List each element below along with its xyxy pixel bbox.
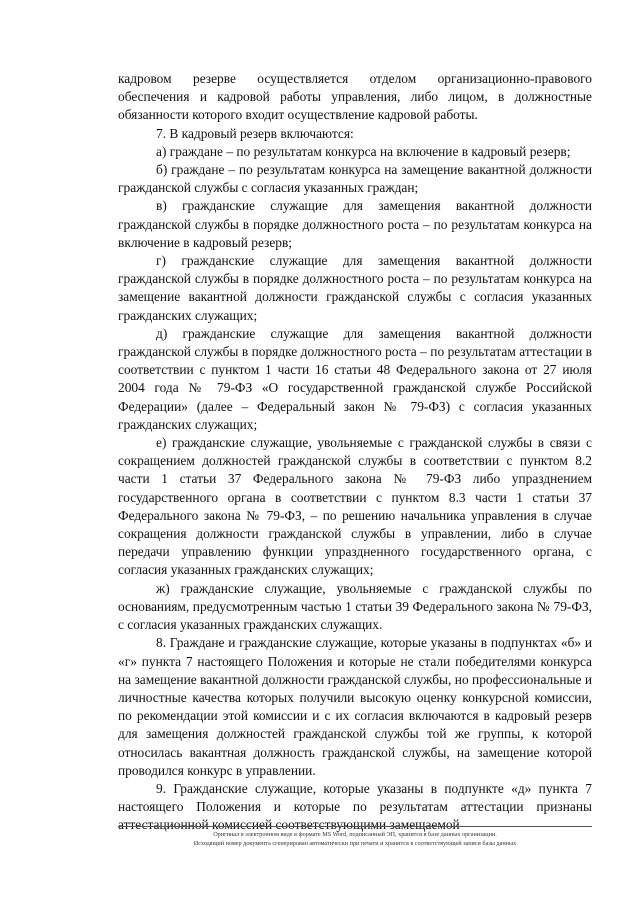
paragraph-item-7: 7. В кадровый резерв включаются: [156, 125, 354, 141]
paragraph-continuation: кадровом резерве осуществляется отделом организационно-правового обеспечения и кадровой работы управления, либо лицом, в должностные обязанности которого входит осуществление кадровой работы. [118, 71, 592, 123]
footer-note [100, 830, 610, 848]
paragraph-subitem-g: г) гражданские служащие для замещения вакантной должности гражданской службы в порядке должностного роста – по результатам конкурса на замещение вакантной должности гражданской службы с согласия указанных гражданских служащих; [118, 253, 592, 323]
footer-line-1: Оригинал в электронном виде в формате MS Word, подписанный ЭП, хранится в базе данных организации. [213, 831, 497, 838]
paragraph-item-9: 9. Гражданские служащие, которые указаны в подпункте «д» пункта 7 настоящего Положения и которые по результатам аттестации признаны аттестационной комиссией соответствующими замещаемой [118, 780, 592, 833]
paragraph-subitem-v: в) гражданские служащие для замещения вакантной должности гражданской службы в порядке должностного роста – по результатам конкурса на включение в кадровый резерв; [118, 198, 592, 250]
paragraph-subitem-zh: ж) гражданские служащие, увольняемые с гражданской службы по основаниям, предусмотренным частью 1 статьи 39 Федерального закона № 79-ФЗ, с согласия указанных гражданских служащих. [118, 580, 592, 633]
paragraph-item-8: 8. Граждане и гражданские служащие, которые указаны в подпунктах «б» и «г» пункта 7 настоящего Положения и которые не стали победителями конкурса на замещение вакантной должности гражданской службы, но профессиональные и личностные качества которых получили высокую оценку конкурсной комиссии, по рекомендации этой комиссии и с их согласия включаются в кадровый резерв для замещения должностей гражданской службы той же группы, к которой относилась вакантная должность гражданской службы, на замещение которой проводился конкурс в управлении. [118, 635, 592, 778]
paragraph-subitem-e: е) гражданские служащие, увольняемые с гражданской службы в связи с сокращением должностей гражданской службы в соответствии с пунктом 8.2 части 1 статьи 37 Федерального закона № 79-ФЗ либо упразднением государственного органа в соответствии с пунктом 8.3 части 1 статьи 37 Федерального закона № 79-ФЗ, – по решению начальника управления в случае сокращения должности гражданской службы в управлении, либо в случае передачи управлению функции упраздненного государственного органа, с согласия указанных гражданских служащих; [118, 435, 592, 578]
paragraph-subitem-d: д) гражданские служащие для замещения вакантной должности гражданской службы в порядке должностного роста – по результатам аттестации в соответствии с пунктом 1 части 16 статьи 48 Федерального закона от 27 июля 2004 года № 79-ФЗ «О государственной гражданской службе Российской Федерации» (далее – Федеральный закон № 79-ФЗ) с согласия указанных гражданских служащих; [118, 325, 592, 432]
paragraph-subitem-b: б) граждане – по результатам конкурса на замещение вакантной должности гражданской службы с согласия указанных граждан; [118, 162, 592, 196]
document-body [118, 70, 592, 835]
paragraph-subitem-a: а) граждане – по результатам конкурса на включение в кадровый резерв; [156, 143, 571, 159]
footer-divider [118, 826, 592, 827]
footer-line-2: Исходящий номер документа сгенерирован автоматически при печати и хранится в соответствующей записи базы данных [193, 840, 517, 847]
